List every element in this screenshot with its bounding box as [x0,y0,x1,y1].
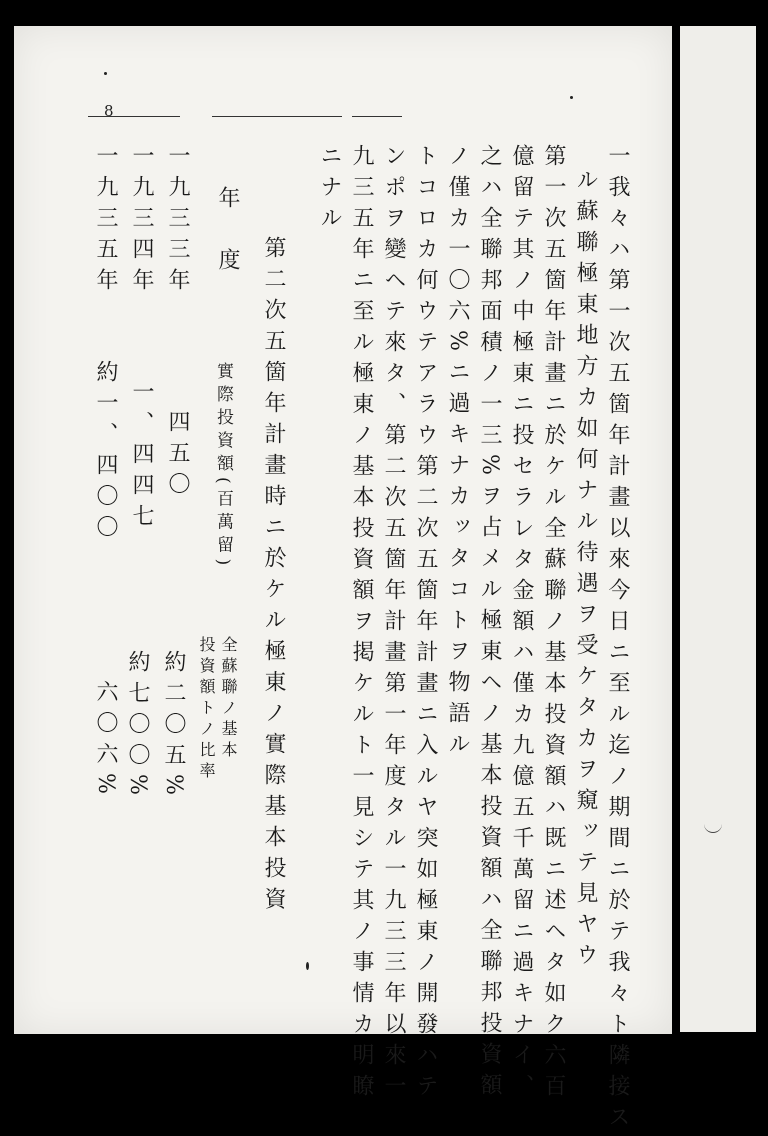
body-column: トコロカ何ウテアラウ第二次五箇年計畫ニ入ルヤ突如極東ノ開發ハテ [413,144,438,1105]
body-column: 之ハ全聯邦面積ノ一三%ヲ占メル極東ヘノ基本投資額ハ全聯邦投資額 [477,144,502,1104]
header-rule-left [88,116,180,117]
table-header-ratio: 投資額トノ比率 [197,636,216,783]
body-column: 第一次五箇年計畫ニ於ケル全蘇聯ノ基本投資額ハ既ニ述ヘタ如ク六百 [541,144,566,1105]
header-rule-middle [212,116,342,117]
body-column: ニナル [317,144,342,237]
body-column: ンポヲ變ヘテ來タ、第二次五箇年計畫第一年度タル一九三三年以來一 [381,144,406,1105]
body-column: 億留テ其ノ中極東ニ投セラレタ金額ハ僅カ九億五千萬留ニ過キナイ、 [509,144,534,1105]
table-cell-year: 一九三五年 [93,144,118,299]
header-rule-right [352,116,402,117]
body-column: ル蘇聯極東地方カ如何ナル待遇ヲ受ケタカヲ窺ッテ見ヤウ [573,168,598,974]
scan-speck [570,96,573,99]
table-cell-ratio: 約二〇五% [161,650,186,804]
table-caption: 第二次五箇年計畫時ニ於ケル極東ノ實際基本投資 [261,236,286,918]
table-cell-amount: 一、四四七 [129,380,154,535]
table-header-year: 年 度 [215,186,240,279]
table-header-ratio: 全蘇聯ノ基本 [219,636,238,762]
table-header-amount: 實際投資額(百萬留) [213,362,233,572]
body-column: 一我々ハ第一次五箇年計畫以來今日ニ至ル迄ノ期間ニ於テ我々ト隣接ス [605,144,630,1136]
table-cell-ratio: 六〇六% [93,680,118,803]
table-cell-amount: 四五〇 [165,410,190,503]
table-cell-amount: 約一、四〇〇 [93,360,118,546]
body-column: 九三五年ニ至ル極東ノ基本投資額ヲ掲ケルト一見シテ其ノ事情カ明瞭 [349,144,374,1105]
page-number: 8 [104,102,114,120]
table-cell-year: 一九三四年 [129,144,154,299]
table-cell-year: 一九三三年 [165,144,190,299]
scan-speck [306,962,309,970]
scan-speck [104,72,107,75]
table-cell-ratio: 約七〇〇% [125,650,150,804]
body-column: ノ僅カ一〇六%ニ過キナカッタコトヲ物語ル [445,144,470,763]
adjacent-page-edge [680,26,756,1032]
